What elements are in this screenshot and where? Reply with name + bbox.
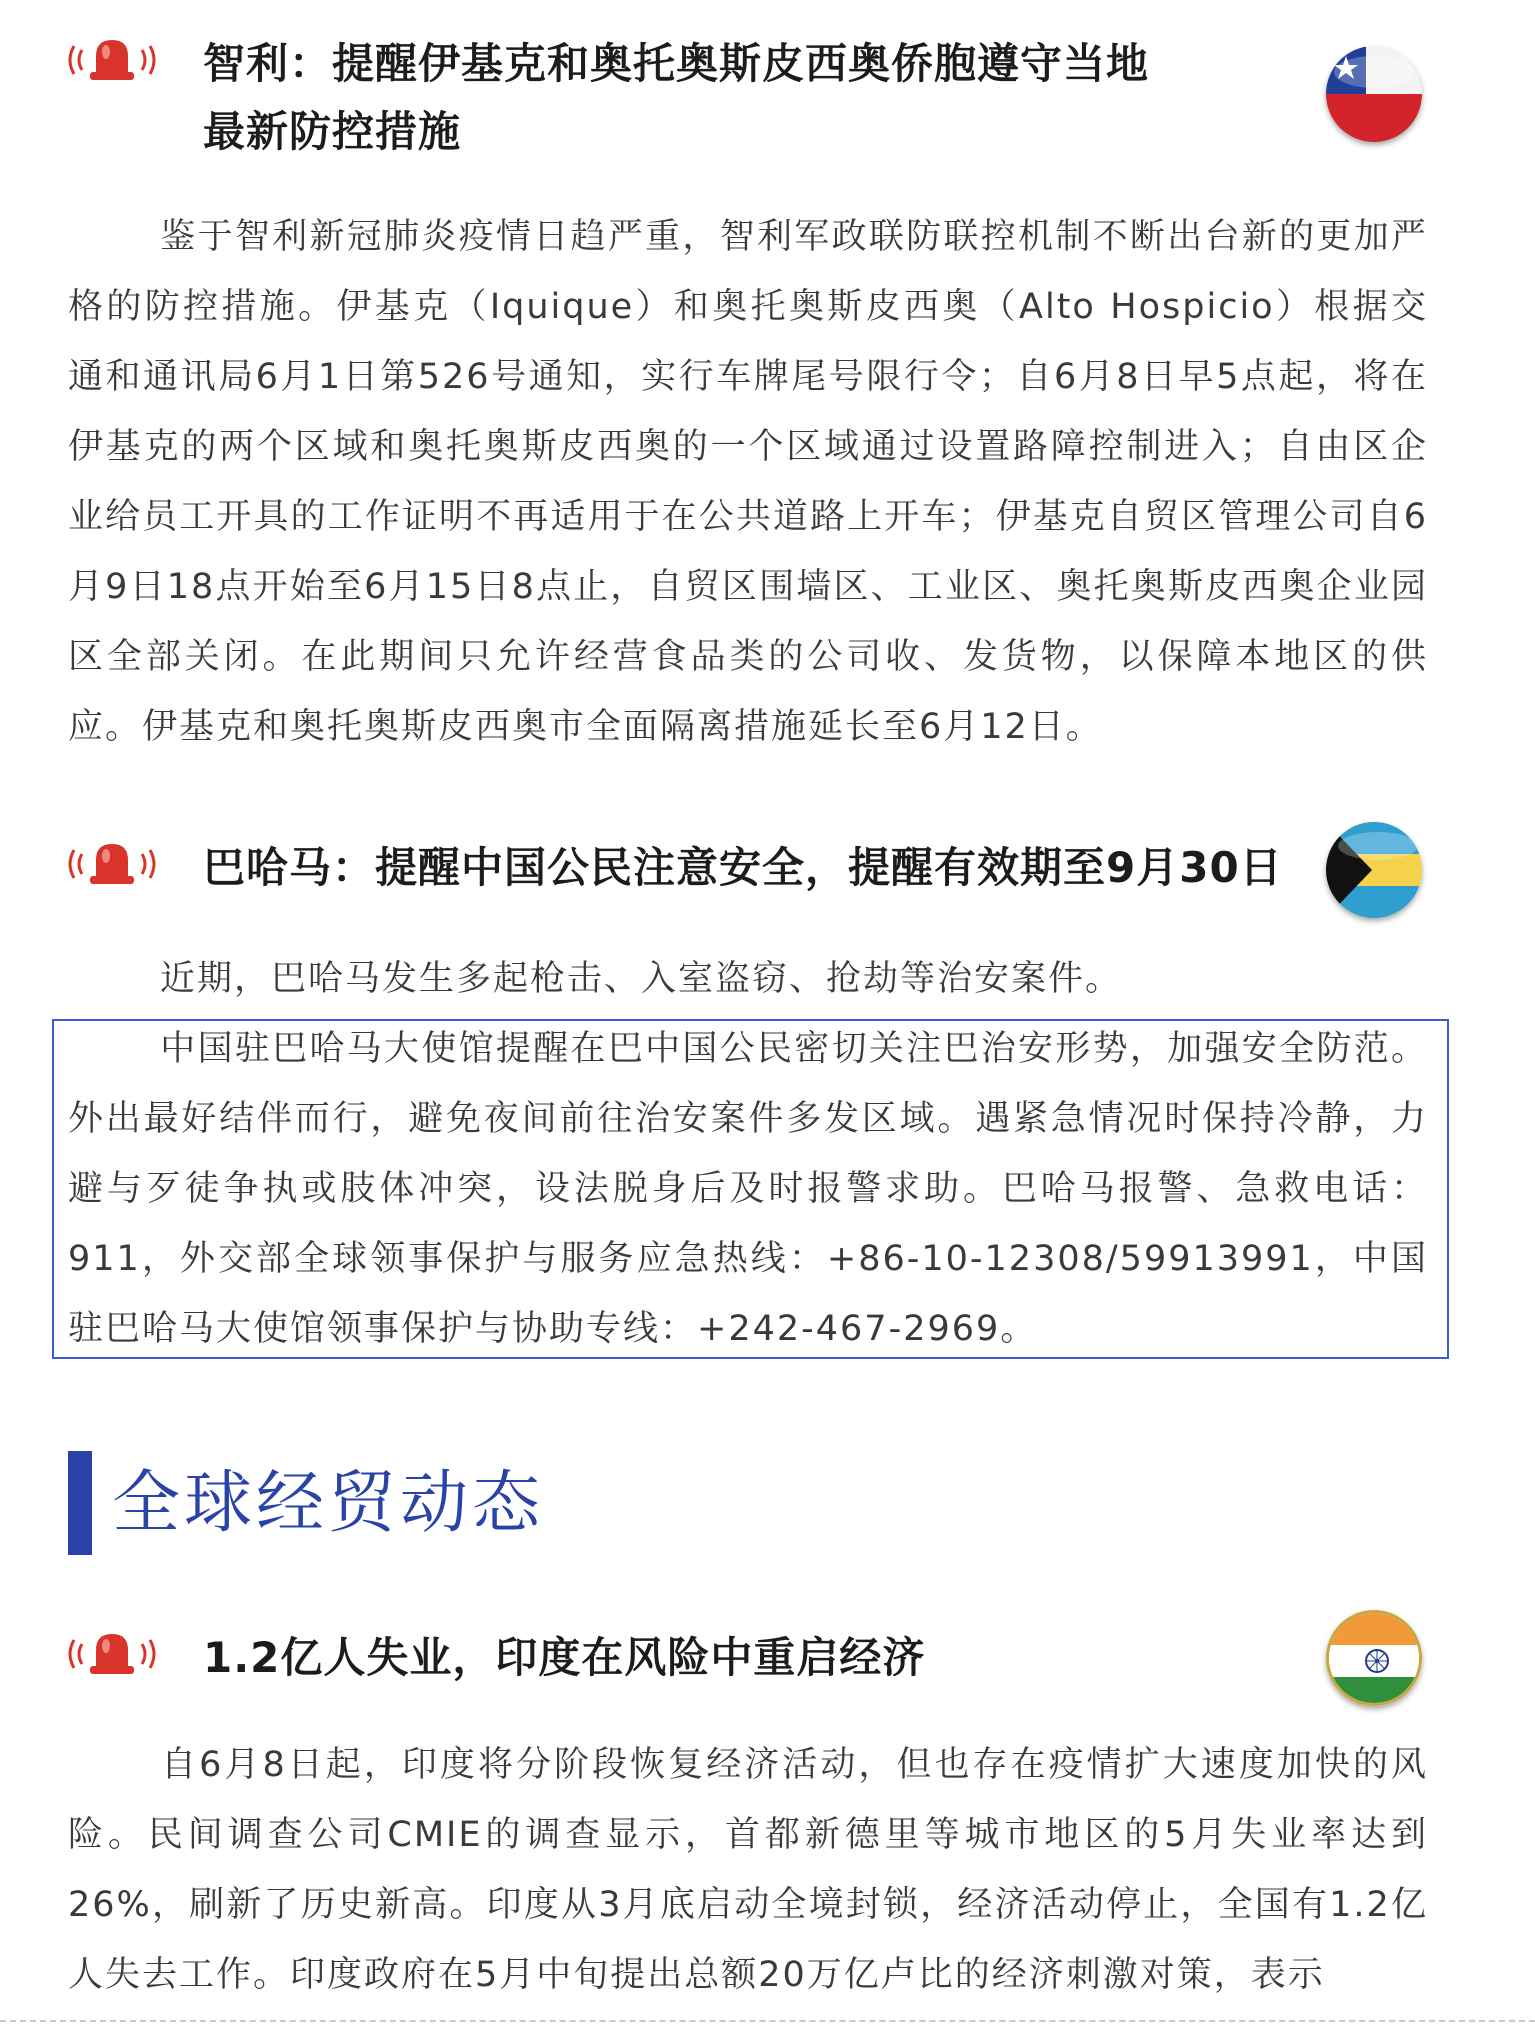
article-body-chile: 鉴于智利新冠肺炎疫情日趋严重，智利军政联防联控机制不断出台新的更加严格的防控措施。伊基克（Iquique）和奥托奥斯皮西奥（Alto Hospicio）根据交通和通讯局6月1日第526号通知，实行车牌尾号限行令；自6月8日早5点起，将在伊基克的两个区域和奥托奥斯皮西奥的一个区域通过设置路障控制进入；自由区企业给员工开具的工作证明不再适用于在公共道路上开车；伊基克自贸区管理公司自6月9日18点开始至6月15日8点止，自贸区围墙区、工业区、奥托奥斯皮西奥企业园区全部关闭。在此期间只允许经营食品类的公司收、发货物，以保障本地区的供应。伊基克和奥托奥斯皮西奥市全面隔离措施延长至6月12日。	[68, 217, 1428, 747]
article-title-chile: 智利：提醒伊基克和奥托奥斯皮西奥侨胞遵守当地 最新防控措施	[203, 39, 1150, 156]
article-body-bahamas: 近期，巴哈马发生多起枪击、入室盗窃、抢劫等治安案件。	[160, 959, 1123, 999]
embassy-notice-text: 中国驻巴哈马大使馆提醒在巴中国公民密切关注巴治安形势，加强安全防范。外出最好结伴而行，避免夜间前往治安案件多发区域。遇紧急情况时保持冷静，力避与歹徒争执或肢体冲突，设法脱身后及时报警求助。巴哈马报警、急救电话：911，外交部全球领事保护与服务应急热线：+86-10-12308/59913991，中国驻巴哈马大使馆领事保护与协助专线：+242-467-2969。	[68, 1029, 1428, 1349]
bottom-divider	[0, 2020, 1535, 2022]
bahamas-flag-icon	[1326, 822, 1422, 918]
article-title-bahamas: 巴哈马：提醒中国公民注意安全，提醒有效期至9月30日	[203, 843, 1283, 892]
alarm-bell-icon	[62, 32, 162, 88]
article-title-india: 1.2亿人失业，印度在风险中重启经济	[203, 1633, 926, 1682]
chile-flag-icon	[1326, 46, 1422, 142]
article-body-india: 自6月8日起，印度将分阶段恢复经济活动，但也存在疫情扩大速度加快的风险。民间调查公司CMIE的调查显示，首都新德里等城市地区的5月失业率达到26%，刷新了历史新高。印度从3月底启动全境封锁，经济活动停止，全国有1.2亿人失去工作。印度政府在5月中旬提出总额20万亿卢比的经济刺激对策，表示	[68, 1745, 1428, 1995]
alarm-bell-icon	[62, 836, 162, 892]
section-marker	[68, 1451, 92, 1555]
section-title: 全球经贸动态	[112, 1464, 545, 1543]
alarm-bell-icon	[62, 1626, 162, 1682]
india-flag-icon	[1326, 1610, 1422, 1706]
